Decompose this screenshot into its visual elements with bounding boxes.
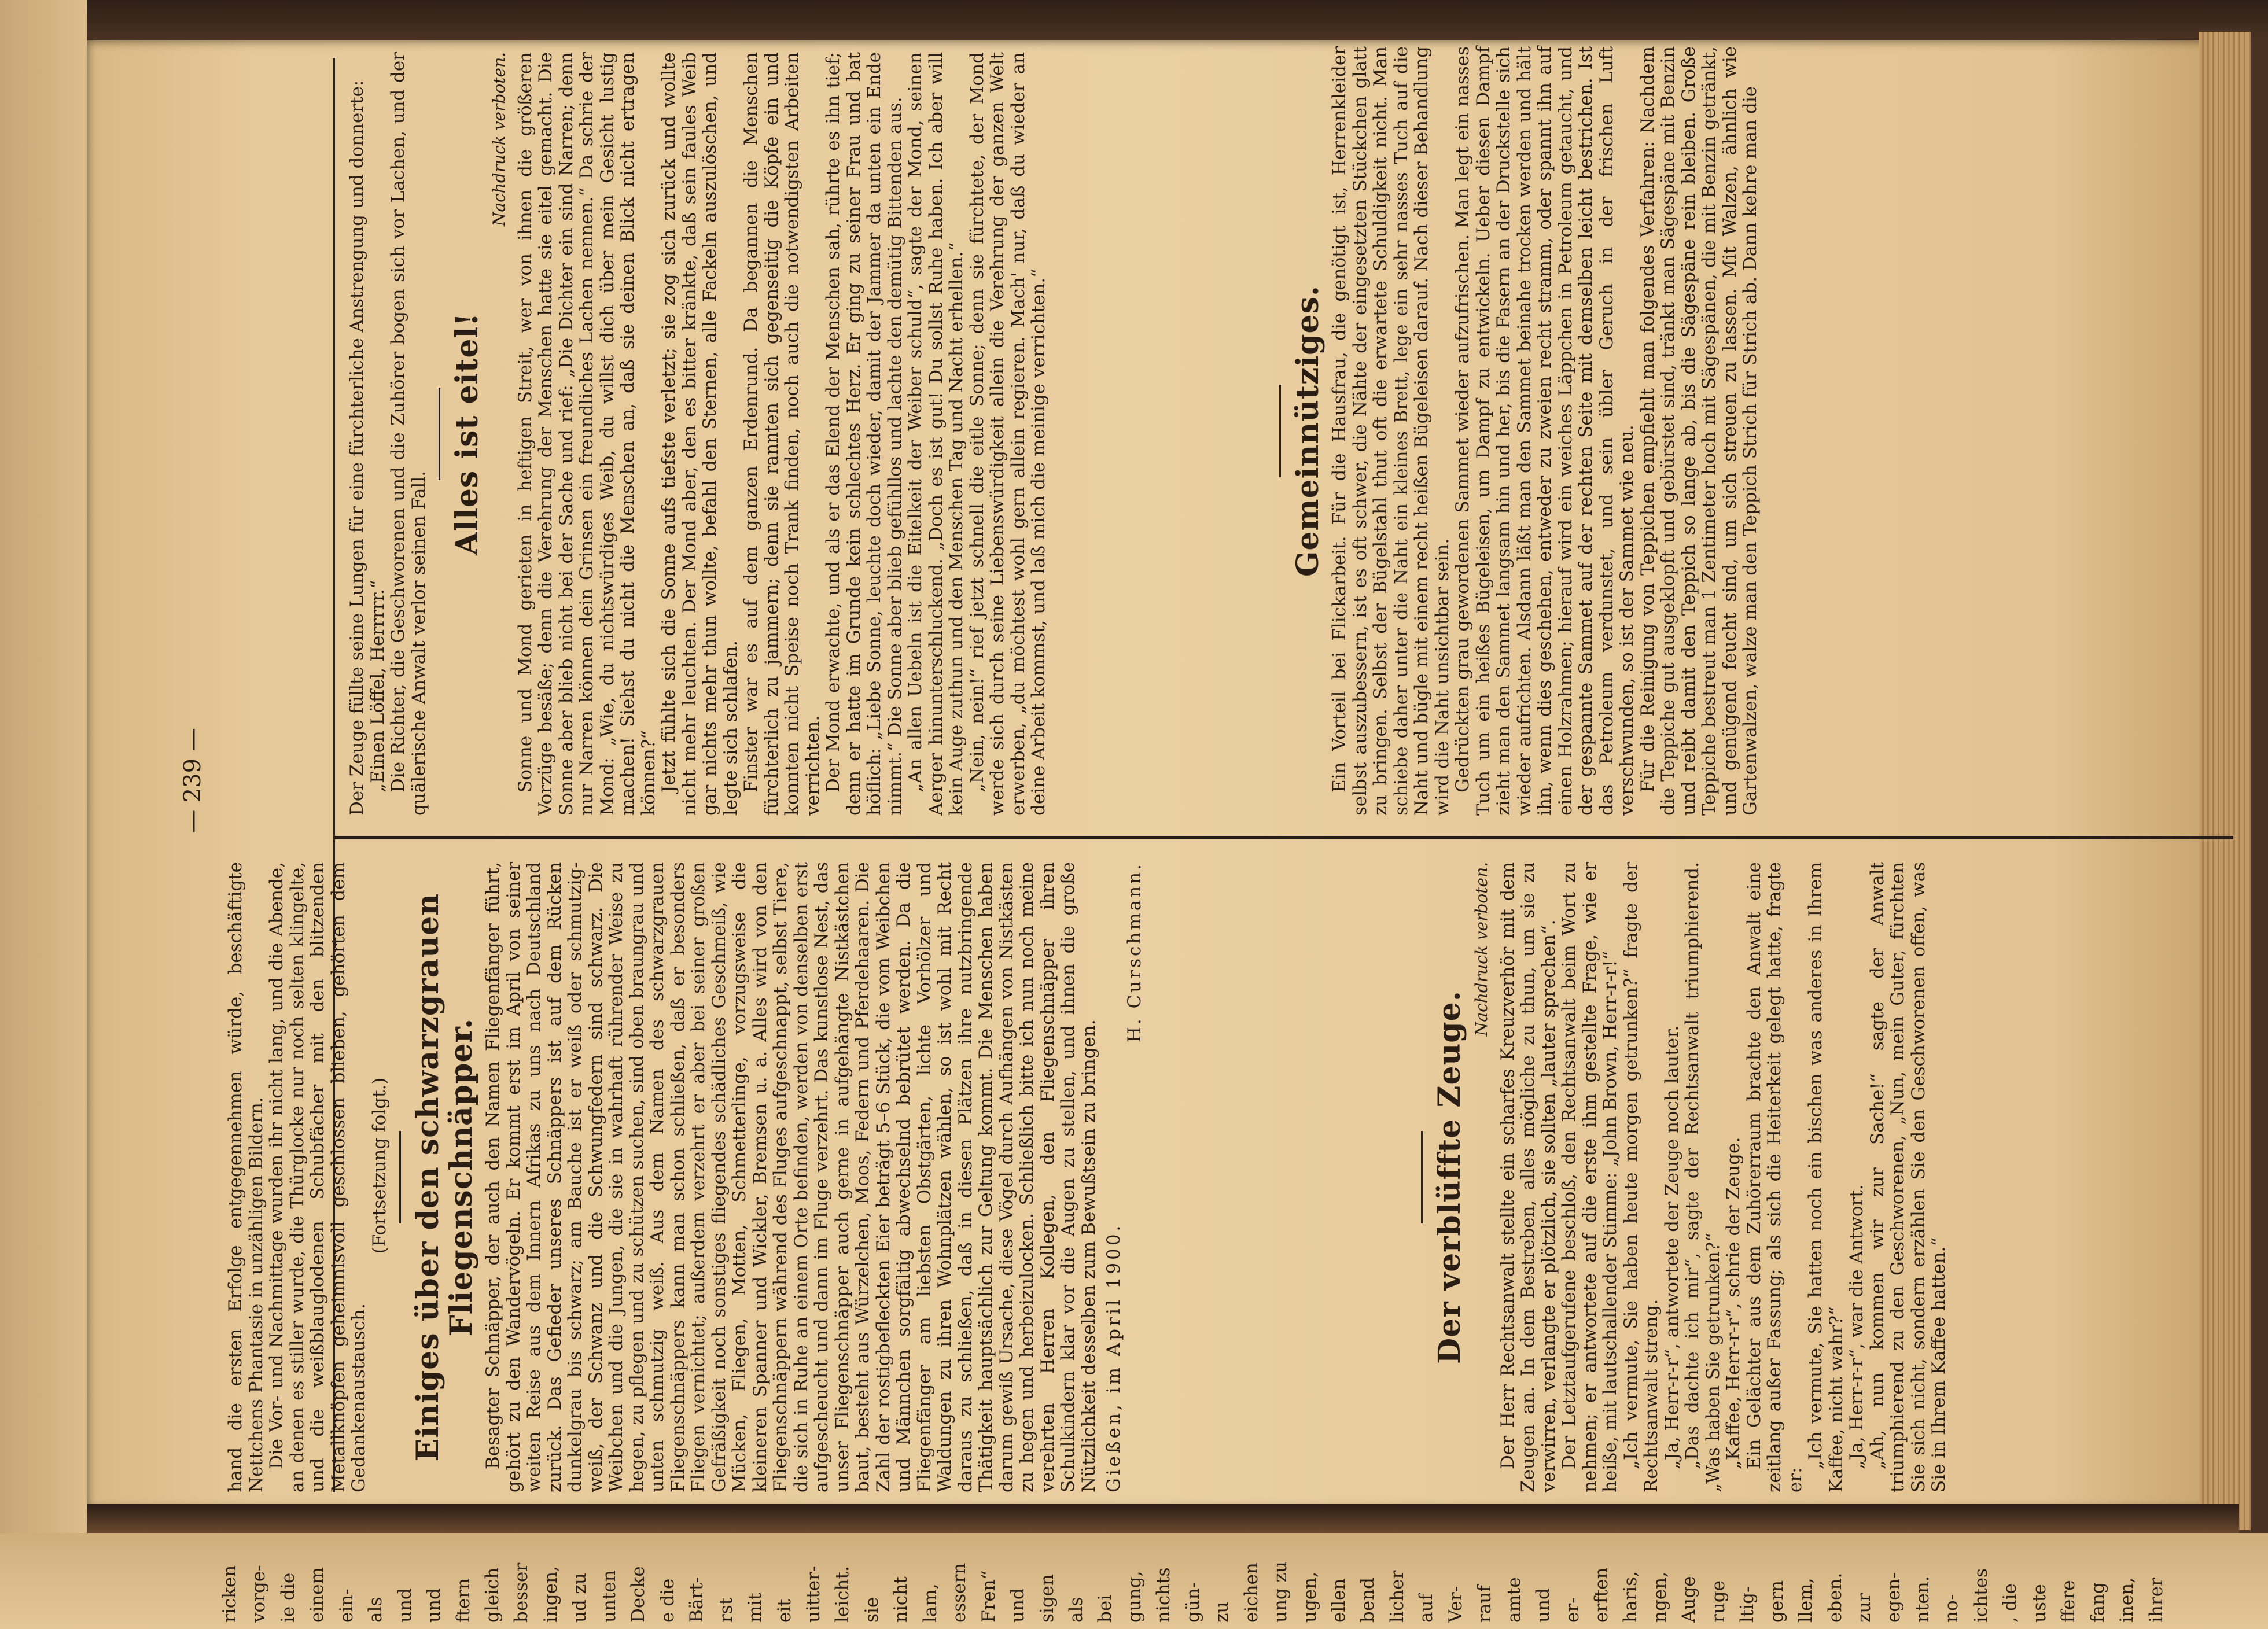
left-page-fragment: no- [1941, 1594, 1963, 1623]
zeuge-paragraph: „Ah, nun kommen wir zur Sache!“ sagte der Anwalt triumphierend zu den Geschworenen, „Nun, mein Guter, fürchten Sie sich nicht, sondern erzählen Sie den Geschworenen offen, was Sie in Ihrem Kaffee hatten.“ [1866, 862, 1949, 1492]
left-page-fragment: und [424, 1588, 445, 1623]
left-page-fragment: ngen, [1649, 1572, 1670, 1623]
left-page-fragment: Decke [628, 1566, 649, 1623]
left-page-fragment: ltig- [1737, 1586, 1758, 1623]
left-page-fragment: gung, [1124, 1571, 1145, 1623]
left-page-fragment: Fren“ [978, 1570, 999, 1623]
left-page-fragment: Bärt- [686, 1576, 708, 1623]
left-page-fragment: bei [1095, 1594, 1116, 1623]
signature-block [1104, 862, 1145, 1492]
book-gutter [87, 1504, 2239, 1533]
left-page-fragment: nten. [1912, 1576, 1933, 1623]
left-page-fragment: rauf [1474, 1585, 1496, 1623]
zeuge-paragraph: Der Letztaufgerufene beschloß, den Rechtsanwalt beim Wort zu nehmen; er antwortete auf die erste ihm gestellte Frage, wie er heiße, mit lautschallender Stimme: „John Brown, Herr-r-r!“ [1559, 862, 1621, 1492]
continuation-note: (Fortsetzung folgt.) [369, 1077, 390, 1254]
left-page-fragment: zur [1854, 1593, 1875, 1623]
column-divider [333, 836, 2233, 839]
story-end-line-1: Der Zeuge füllte seine Lungen für eine fürchterliche Anstrengung und donnerte: [347, 80, 367, 816]
left-page-fragment: und [1533, 1588, 1554, 1623]
article-title-alles: Alles ist eitel! [450, 312, 485, 555]
section-rule [399, 1131, 401, 1223]
page-number: — 239 — [179, 728, 206, 833]
left-page-fragment: zu [1212, 1601, 1233, 1623]
left-page-fragment: ruge [1707, 1580, 1729, 1623]
column-verblueffte-zeuge [1412, 862, 2094, 1492]
intro-line: hand die ersten Erfolge entgegennehmen würde, beschäftigte Nettchens Phantasie in unzähligen Bildern. [225, 862, 267, 1492]
left-page-fragment: ellen [1328, 1578, 1349, 1623]
left-page-fragment: eben. [1824, 1572, 1846, 1623]
reprint-notice-alles: Nachdruck verboten. [489, 52, 509, 227]
left-page-fragment: ie die [277, 1572, 299, 1623]
alles-paragraph: Jetzt fühlte sich die Sonne aufs tiefste verletzt; sie zog sich zurück und wollte nicht mehr leuchten. Der Mond aber, den es bitter kränkte, daß sein faules Weib gar nichts mehr thun wollte, befahl den Sternen, alle Fackeln auszulöschen, und legte sich schlafen. [658, 52, 741, 816]
tip-paragraph: Ein Vorteil bei Flickarbeit. Für die Hausfrau, die genötigt ist, Herrenkleider selbst auszubessern, ist es oft schwer, die Nähte der eingesetzten Stückchen glatt zu bringen. Selbst der Bügelstahl thut oft die erwartete Schuldigkeit nicht. Man schiebe daher unter die Naht ein kleines Brett, lege ein sehr nasses Tuch auf die Naht und bügle mit einem recht heißen Bügeleisen darauf. Nach dieser Behandlung wird die Naht unsichtbar sein. [1329, 46, 1453, 816]
left-page-fragment: licher [1386, 1570, 1408, 1623]
column-gemeinnuetziges [1270, 46, 2144, 816]
zeuge-paragraph: „Ja, Herr-r-r“, war die Antwort. [1846, 1184, 1867, 1469]
left-page-fragment: ffere [2058, 1580, 2079, 1623]
tip-paragraph: Gedrückten grau gewordenen Sammet wieder aufzufrischen. Man legt ein nasses Tuch um ein heißes Bügeleisen, um Dampf zu entwickeln. Ueber diesen Dampf zieht man den Sammet langsam hin und her, bis die Fasern an der Druckstelle sich wieder aufrichten. Alsdann läßt man den Sammet beinahe trocken werden und hält ihn, wenn dies geschehen, entweder zu zweien recht stramm, oder spannt ihn auf einen Holzrahmen; hierauf wird ein weiches Läppchen in Petroleum getaucht, und der gespannte Sammet auf der rechten Seite mit demselben leicht bestrichen. Ist das Petroleum verdunstet, und sein übler Geruch in der frischen Luft verschwunden, so ist der Sammet wie neu. [1452, 46, 1637, 816]
left-page-fragment: sie [861, 1597, 882, 1623]
left-page-fragment: rst [715, 1597, 737, 1623]
zeuge-paragraph: „Ich vermute, Sie haben heute morgen getrunken?“ fragte der Rechtsanwalt streng. [1620, 862, 1662, 1492]
left-page-fragment: ftern [452, 1578, 474, 1623]
left-page-fragment: nichts [1153, 1567, 1174, 1623]
zeuge-paragraph: „Ja, Herr-r-r“, antwortete der Zeuge noch lauter. [1661, 1025, 1682, 1469]
left-page-fragment: ein- [336, 1589, 357, 1623]
page-stack-edge [2199, 32, 2251, 1530]
left-page-fragment: mit [745, 1593, 766, 1623]
page-top-edge [87, 0, 2268, 40]
left-page-fragment: unten [598, 1570, 620, 1623]
left-page-fragment: ihrer [2145, 1578, 2167, 1623]
left-page-fragment: leicht. [832, 1566, 853, 1623]
article-title-zeuge: Der verblüffte Zeuge. [1432, 990, 1467, 1364]
left-page-fragment: uitter- [802, 1565, 824, 1623]
left-page-fragment: ung zu [1270, 1561, 1291, 1623]
place-date: Gießen, im April 1900. [1103, 1222, 1124, 1492]
left-page-fragment: und [1007, 1588, 1029, 1623]
left-page-fragment: Ver- [1445, 1586, 1466, 1623]
left-page-fragment: sigen [1036, 1574, 1058, 1623]
left-page-fragment: llem, [1795, 1578, 1817, 1623]
left-page-fragment: erften [1591, 1567, 1612, 1623]
left-page-fragment: besser [511, 1562, 532, 1623]
left-page-fragment: als [365, 1597, 386, 1623]
alles-paragraph: Finster war es auf dem ganzen Erdenrund. Da begannen die Menschen fürchterlich zu jammern; denn sie rannten sich gegenseitig die Köpfe ein und konnten nicht Speise noch Trank finden, noch auch die notwendigsten Arbeiten verrichten. [741, 52, 823, 816]
left-page-fragment: egen- [1883, 1572, 1904, 1623]
section-rule [1421, 1131, 1423, 1223]
left-page-fragment: vorge- [248, 1565, 270, 1623]
left-page-fragment: , die [2000, 1583, 2021, 1623]
alles-paragraph: Sonne und Mond gerieten in heftigen Streit, wer von ihnen die größeren Vorzüge besäße; denn die Verehrung der Menschen hatte sie eitel gemacht. Die Sonne aber blieb nicht bei der Sache und rief: „Die Dichter ein sind Narren; denn nur Narren können dein Grinsen ein freundliches Lachen nennen.“ Da schrie der Mond: „Wie, du nichtswürdiges Weib, du willst dich über mein Gesicht lustig machen! Siehst du nicht die Menschen an, daß sie deinen Blick nicht ertragen können?“ [514, 52, 659, 816]
zeuge-paragraph: Der Herr Rechtsanwalt stellte ein scharfes Kreuzverhör mit dem Zeugen an. In dem Bestreben, alles mögliche zu thun, um sie zu verwirren, verlangte er plötzlich, sie sollten „lauter sprechen“. [1497, 862, 1559, 1492]
left-page-fragment: nicht [890, 1576, 912, 1623]
left-page-fragment: ud zu [569, 1573, 591, 1623]
zeuge-paragraph: Ein Gelächter aus dem Zuhörerraum brachte den Anwalt eine zeitlang außer Fassung; als sich die Heiterkeit gelegt hatte, fragte er: [1743, 862, 1806, 1492]
left-page-fragment: ricken [219, 1565, 240, 1623]
left-page-fragment: ugen, [1299, 1572, 1320, 1623]
section-rule [1279, 385, 1281, 477]
story-end-line-3: Die Richter, die Geschworenen und die Zuhörer bogen sich vor Lachen, und der quälerische Anwalt verlor seinen Fall. [388, 52, 429, 816]
alles-paragraph: „Nein, nein!“ rief jetzt schnell die eitle Sonne; denn sie fürchtete, der Mond werde sich durch seine Liebenswürdigkeit allein die Verehrung der ganzen Welt erwerben, „du möchtest wohl gern allein regieren. Mach' nur, daß du wieder an deine Arbeit kommst, und laß mich die meinige verrichten.“ [966, 52, 1049, 816]
left-page-strip [0, 0, 87, 1629]
left-page-fragment: lam, [919, 1583, 941, 1623]
zeuge-paragraph: „Kaffee, Herr-r-r“, schrie der Zeuge. [1723, 1137, 1744, 1469]
tip-paragraph: Für die Reinigung von Teppichen empfiehlt man folgendes Verfahren: Nachdem die Teppiche gut ausgeklopft und gebürstet sind, tränkt man Sägespäne mit Benzin und reibt damit den Teppich so lange ab, bis die Sägespäne rein bleiben. Große Teppiche bestreut man 1 Zentimeter hoch mit Sägespänen, die mit Benzin getränkt, und genügend feucht sind, um sich streuen zu lassen. Mit Walzen, ähnlich wie Gartenwalzen, walze man den Teppich Strich für Strich ab. Dann kehre man die [1637, 46, 1761, 816]
left-page-fragment: gleich [482, 1567, 503, 1623]
intro-line: Die Vor- und Nachmittage wurden ihr nicht lang, und die Abende, an denen es stiller wurde, die Thürglocke nur noch selten klingelte, und die weißblauglodenen Schubfächer mit den blitzenden Metallknöpfen geheimnisvoll geschlossen blieben, gehörten dem Gedankenaustausch. [266, 862, 369, 1492]
left-page-fragment: essern [949, 1562, 970, 1623]
left-page-fragment: e die [657, 1578, 678, 1623]
alles-paragraph: Der Mond erwachte, und als er das Elend der Menschen sah, rührte es ihn tief; denn er hatte im Grunde kein schlechtes Herz. Er ging zu seiner Frau und bat höflich: „Liebe Sonne, leuchte doch wieder, damit der Jammer da unten ein Ende nimmt.“ Die Sonne aber blieb gefühllos und lachte den demütig Bittenden aus. [823, 52, 905, 816]
left-page-fragment: uste [2028, 1584, 2050, 1623]
reprint-notice-zeuge: Nachdruck verboten. [1472, 862, 1491, 1037]
zeuge-paragraph: „Das dachte ich mir“, sagte der Rechtsanwalt triumphierend. „Was haben Sie getrunken?“ [1682, 862, 1724, 1492]
left-page-fragment: gün- [1182, 1582, 1203, 1623]
column-fliegenschnaepper [226, 862, 1377, 1492]
left-page-fragment: ichtes [1970, 1568, 1991, 1623]
left-page-fragment: einem [307, 1567, 328, 1623]
left-page-fragment: amte [1503, 1577, 1525, 1623]
left-page-fragment: eichen [1240, 1562, 1262, 1623]
left-page-fragment: inen, [2116, 1577, 2138, 1623]
left-page-fragment: ingen, [540, 1566, 561, 1623]
author-name: H. Curschmann. [1124, 862, 1145, 1043]
left-page-fragment: fang [2087, 1582, 2108, 1623]
left-page-fragment: auf [1416, 1594, 1437, 1623]
left-page-fragment: haris, [1620, 1571, 1641, 1623]
fliegen-paragraph: Besagter Schnäpper, der auch den Namen Fliegenfänger führt, gehört zu den Wandervögeln. Er kommt erst im April von seiner weiten Reise aus dem Innern Afrikas zu uns nach Deutschland zurück. Das Gefieder unseres Schnäppers ist auf dem Rücken dunkelgrau bis schwarz; am Bauche ist er weiß oder schmutzig-weiß, der Schwanz und die Schwungfedern sind schwarz. Die Weibchen und die Jungen, die sie in wahrhaft rührender Weise zu hegen, zu pflegen und zu schützen suchen, sind oben braungrau und unten schmutzig weiß. Aus dem Namen des schwarzgrauen Fliegenschnäppers kann man schon schließen, daß er besonders Fliegen vernichtet; außerdem verzehrt er aber bei seiner großen Gefräßigkeit noch sonstiges fliegendes schädliches Geschmeiß, wie Mücken, Fliegen, Motten, Schmetterlinge, vorzugsweise die kleineren Spanner und Wickler, Bremsen u. a. Alles wird von den Fliegenschnäppern während des Fluges aufgeschnappt, selbst Tiere, die sich in Ruhe an einem Orte befinden, werden von denselben erst aufgescheucht und dann im Fluge verzehrt. Das kunstlose Nest, das unser Fliegenschnäpper auch gerne in aufgehängte Nistkästchen baut, besteht aus Würzelchen, Moos, Federn und Pferdehaaren. Die Zahl der rostigbefleckten Eier beträgt 5–6 Stück, die vom Weibchen und Männchen sorgfältig abwechselnd bebrütet werden. Da die Fliegenfänger am liebsten Obstgärten, lichte Vorhölzer und Waldungen zu ihren Wohnplätzen wählen, so ist wohl mit Recht daraus zu schließen, daß in diesen Plätzen ihre nutzbringende Thätigkeit hauptsächlich zur Geltung kommt. Die Menschen haben darum gewiß Ursache, diese Vögel durch Aufhängen von Nistkästen zu hegen und herbeizulocken. Schließlich bitte ich nun noch meine verehrten Herren Kollegen, den Fliegenschnäpper ihren Schulkindern klar vor die Augen zu stellen, und ihnen die große Nützlichkeit desselben zum Bewußtsein zu bringen. [483, 862, 1099, 1492]
left-page-fragment: er- [1562, 1597, 1583, 1623]
left-page-fragment: als [1065, 1597, 1087, 1623]
left-page-fragment: und [394, 1588, 415, 1623]
zeuge-paragraph: „Ich vermute, Sie hatten noch ein bischen was anderes in Ihrem Kaffee, nicht wahr?“ [1805, 862, 1847, 1492]
alles-paragraph: „An allen Uebeln ist die Eitelkeit der Weiber schuld“, sagte der Mond, seinen Aerger hinunterschluckend. „Doch es ist gut! Du sollst Ruhe haben. Ich aber will kein Auge zuthun und den Menschen Tag und Nacht erhellen.“ [905, 52, 967, 816]
left-page-fragment: Auge [1678, 1576, 1700, 1623]
article-title-fliegenschnaepper: Einiges über den schwarzgrauen Fliegenschnäpper. [410, 893, 479, 1462]
left-page-fragment: bend [1357, 1578, 1379, 1623]
left-page-fragment: eit [774, 1599, 795, 1623]
article-title-gemeinnuetziges: Gemeinnütziges. [1290, 285, 1326, 577]
left-page-fragment: gern [1766, 1580, 1787, 1623]
section-rule [439, 388, 440, 480]
story-end-line-2: „Einen Löffel, Herrrrr.“ [367, 580, 388, 793]
